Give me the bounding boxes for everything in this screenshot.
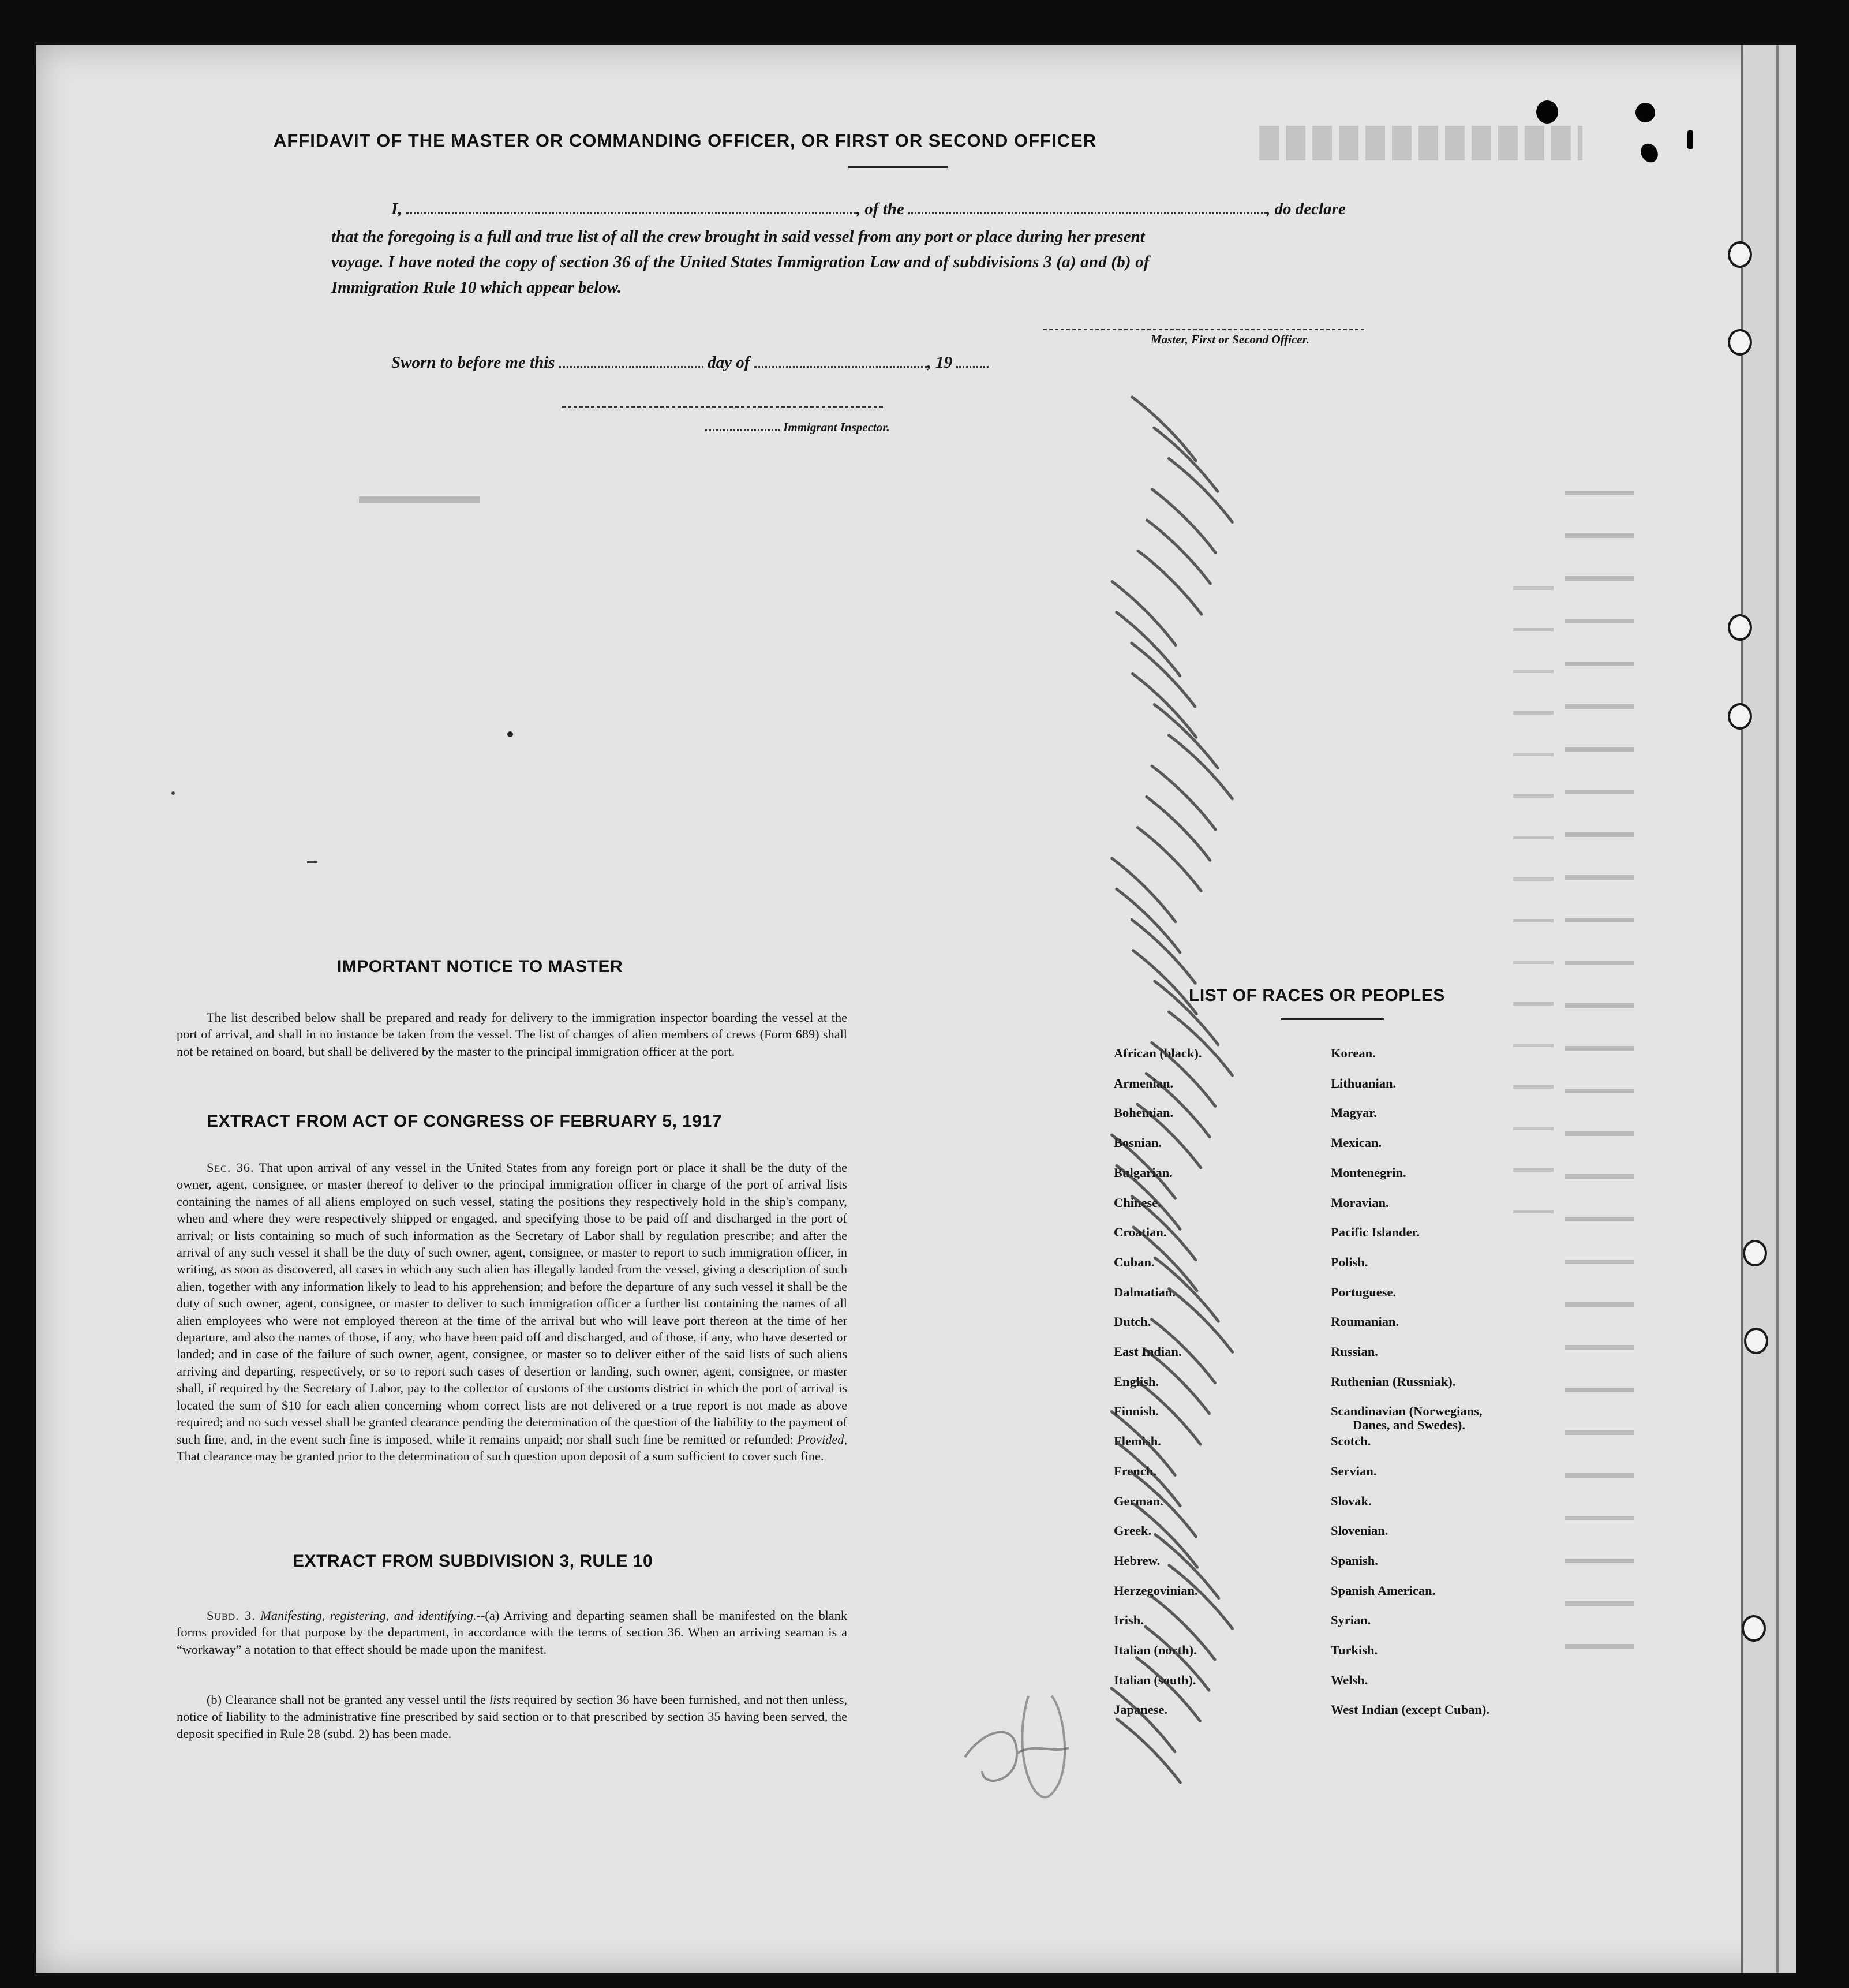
affidavit-line-3: voyage. I have noted the copy of section 36 of the United States Immigration Law and of subdivisions 3 (a) and (b) of	[331, 253, 1150, 271]
subd-text-a: --(a) Arriving and departing seamen shall be manifested on the blank forms provided for that purpose by the department, in accordance with the terms of section 36. When an arriving seaman is a “workaway” a notation to that effect should be made upon the manifest.	[177, 1608, 848, 1657]
affidavit-title: AFFIDAVIT OF THE MASTER OR COMMANDING OFFICER, OR FIRST OR SECOND OFFICER	[273, 130, 1097, 151]
race-item-right: Moravian.	[1331, 1195, 1389, 1210]
race-item-left: Finnish.	[1114, 1404, 1159, 1419]
race-item-left: Greek.	[1114, 1523, 1152, 1538]
race-item-left: Herzegovinian.	[1114, 1583, 1198, 1598]
race-item-right: Korean.	[1331, 1046, 1376, 1060]
affidavit-line-4: Immigration Rule 10 which appear below.	[331, 278, 622, 297]
notice-body: The list described below shall be prepared and ready for delivery to the immigration inspector boarding the vessel at the port of arrival, and shall in no instance be taken from the vessel. The list of changes of alien members of crews (Form 689) shall not be retained on board, but shall be delivered by the master to the principal immigration officer at the port.	[177, 1010, 847, 1059]
race-item-left: Bulgarian.	[1114, 1165, 1173, 1180]
race-item-left: Armenian.	[1114, 1075, 1174, 1090]
subd-text-b-lists: lists	[489, 1692, 510, 1707]
affidavit-do-declare: , do declare	[1266, 200, 1346, 218]
race-item-right: Welsh.	[1331, 1672, 1368, 1687]
race-item-left: Italian (south).	[1114, 1672, 1196, 1687]
affidavit-line-2: that the foregoing is a full and true list of all the crew brought in said vessel from any port or place during her present	[331, 227, 1145, 246]
race-item-left: German.	[1114, 1493, 1163, 1508]
race-item-left: Italian (north).	[1114, 1643, 1197, 1657]
sworn-text: Sworn to before me this	[391, 353, 555, 372]
race-item-right: Magyar.	[1331, 1105, 1377, 1120]
race-item-right: Spanish American.	[1331, 1583, 1436, 1598]
race-item-right: Roumanian.	[1331, 1314, 1399, 1329]
inspector-label: Immigrant Inspector.	[783, 420, 890, 434]
race-item-right: Spanish.	[1331, 1553, 1378, 1568]
races-list	[36, 45, 1796, 1973]
act-proviso-word: Provided,	[797, 1432, 847, 1447]
race-item-right: Ruthenian (Russniak).	[1331, 1374, 1456, 1389]
race-item-left: Hebrew.	[1114, 1553, 1161, 1568]
race-item-right: Russian.	[1331, 1344, 1378, 1359]
race-item-right: Scotch.	[1331, 1434, 1371, 1449]
race-item-right-continuation: Danes, and Swedes).	[1353, 1418, 1466, 1433]
race-item-left: Cuban.	[1114, 1254, 1155, 1269]
subd-heading: Manifesting, registering, and identifying.	[260, 1608, 477, 1623]
race-item-right: Scandinavian (Norwegians,	[1331, 1404, 1483, 1419]
document-page	[36, 45, 1796, 1973]
sworn-day-of: day of	[708, 353, 750, 372]
act-proviso-text: That clearance may be granted prior to the determination of such question upon deposit of a sum sufficient to cover such fine.	[177, 1448, 824, 1463]
race-item-right: Mexican.	[1331, 1135, 1382, 1150]
act-title: EXTRACT FROM ACT OF CONGRESS OF FEBRUARY 5, 1917	[207, 1112, 722, 1131]
races-title: LIST OF RACES OR PEOPLES	[1189, 986, 1445, 1005]
race-item-left: Chinese.	[1114, 1195, 1161, 1210]
notice-title: IMPORTANT NOTICE TO MASTER	[337, 957, 623, 976]
race-item-right: Portuguese.	[1331, 1284, 1397, 1299]
subd-text-b-pre: (b) Clearance shall not be granted any vessel until the	[207, 1692, 486, 1707]
race-item-right: Slovak.	[1331, 1493, 1372, 1508]
race-item-right: Polish.	[1331, 1254, 1368, 1269]
race-item-left: East Indian.	[1114, 1344, 1182, 1359]
subd-label: Subd. 3.	[207, 1608, 256, 1623]
affidavit-i: I,	[391, 200, 402, 218]
race-item-right: Syrian.	[1331, 1613, 1371, 1628]
race-item-right: Turkish.	[1331, 1643, 1378, 1657]
race-item-left: Dalmatian.	[1114, 1284, 1176, 1299]
subdivision-title: EXTRACT FROM SUBDIVISION 3, RULE 10	[293, 1552, 653, 1571]
act-section-label: Sec. 36.	[207, 1160, 254, 1175]
race-item-left: Bohemian.	[1114, 1105, 1174, 1120]
race-item-right: Montenegrin.	[1331, 1165, 1406, 1180]
race-item-left: Bosnian.	[1114, 1135, 1162, 1150]
race-item-left: Dutch.	[1114, 1314, 1151, 1329]
race-item-left: Irish.	[1114, 1613, 1144, 1628]
master-signature-label: Master, First or Second Officer.	[1151, 332, 1309, 346]
race-item-right: Servian.	[1331, 1463, 1377, 1478]
subd-text-b-post: required by section 36 have been furnished, and not then unless, notice of liability to the administrative fine prescribed by said section or to that prescribed by section 35 having been served, the deposit specified in Rule 28 (subd. 2) has been made.	[177, 1692, 847, 1741]
race-item-right: West Indian (except Cuban).	[1331, 1702, 1490, 1717]
race-item-right: Slovenian.	[1331, 1523, 1388, 1538]
act-body: That upon arrival of any vessel in the United States from any foreign port or place it shall be the duty of the owner, agent, consignee, or master thereof to deliver to the principal immigration officer in charge of the port of arrival lists containing the names of all aliens employed on such vessel, stating the positions they respectively hold in the ship's company, when and where they were respectively shipped or engaged, and specifying those to be paid off and discharged in the port of arrival; or lists containing so much of such information as the Secretary of Labor shall by regulation prescribe; and after the arrival of any such vessel it shall be the duty of such owner, agent, consignee, or master to report to such immigration officer, in writing, as soon as discovered, all cases in which any such alien has illegally landed from the vessel, giving a description of such alien, together with any information likely to lead to his apprehension; and before the departure of any such vessel it shall be the duty of such owner, agent, consignee, or master to deliver to such immigration officer a further list containing the names of all alien employees who were not employed thereon at the time of the arrival but who will leave port thereon at the time of her departure, and also the names of those, if any, who have been paid off and discharged, and of those, if any, who have deserted or landed; and in case of the failure of such owner, agent, consignee, or master so to deliver either of the said lists of such aliens arriving and departing, respectively, or so to report such cases of desertion or landing, such owner, agent, consignee, or master shall, if required by the Secretary of Labor, pay to the collector of customs of the customs district in which the port of arrival is located the sum of $10 for each alien concerning whom correct lists are not delivered or a true report is not made as above required; and no such vessel shall be granted clearance pending the determination of the question of the liability to the payment of such fine, and, in the event such fine is imposed, while it remains unpaid; nor shall such fine be remitted or refunded:	[177, 1160, 847, 1447]
race-item-right: Pacific Islander.	[1331, 1225, 1420, 1240]
race-item-left: Croatian.	[1114, 1225, 1167, 1240]
affidavit-of-the: , of the	[856, 200, 904, 218]
race-item-right: Lithuanian.	[1331, 1075, 1397, 1090]
race-item-left: English.	[1114, 1374, 1159, 1389]
race-item-left: Flemish.	[1114, 1434, 1161, 1449]
sworn-year: , 19	[927, 353, 953, 372]
race-item-left: Japanese.	[1114, 1702, 1168, 1717]
race-item-left: African (black).	[1114, 1046, 1202, 1060]
race-item-left: French.	[1114, 1463, 1156, 1478]
